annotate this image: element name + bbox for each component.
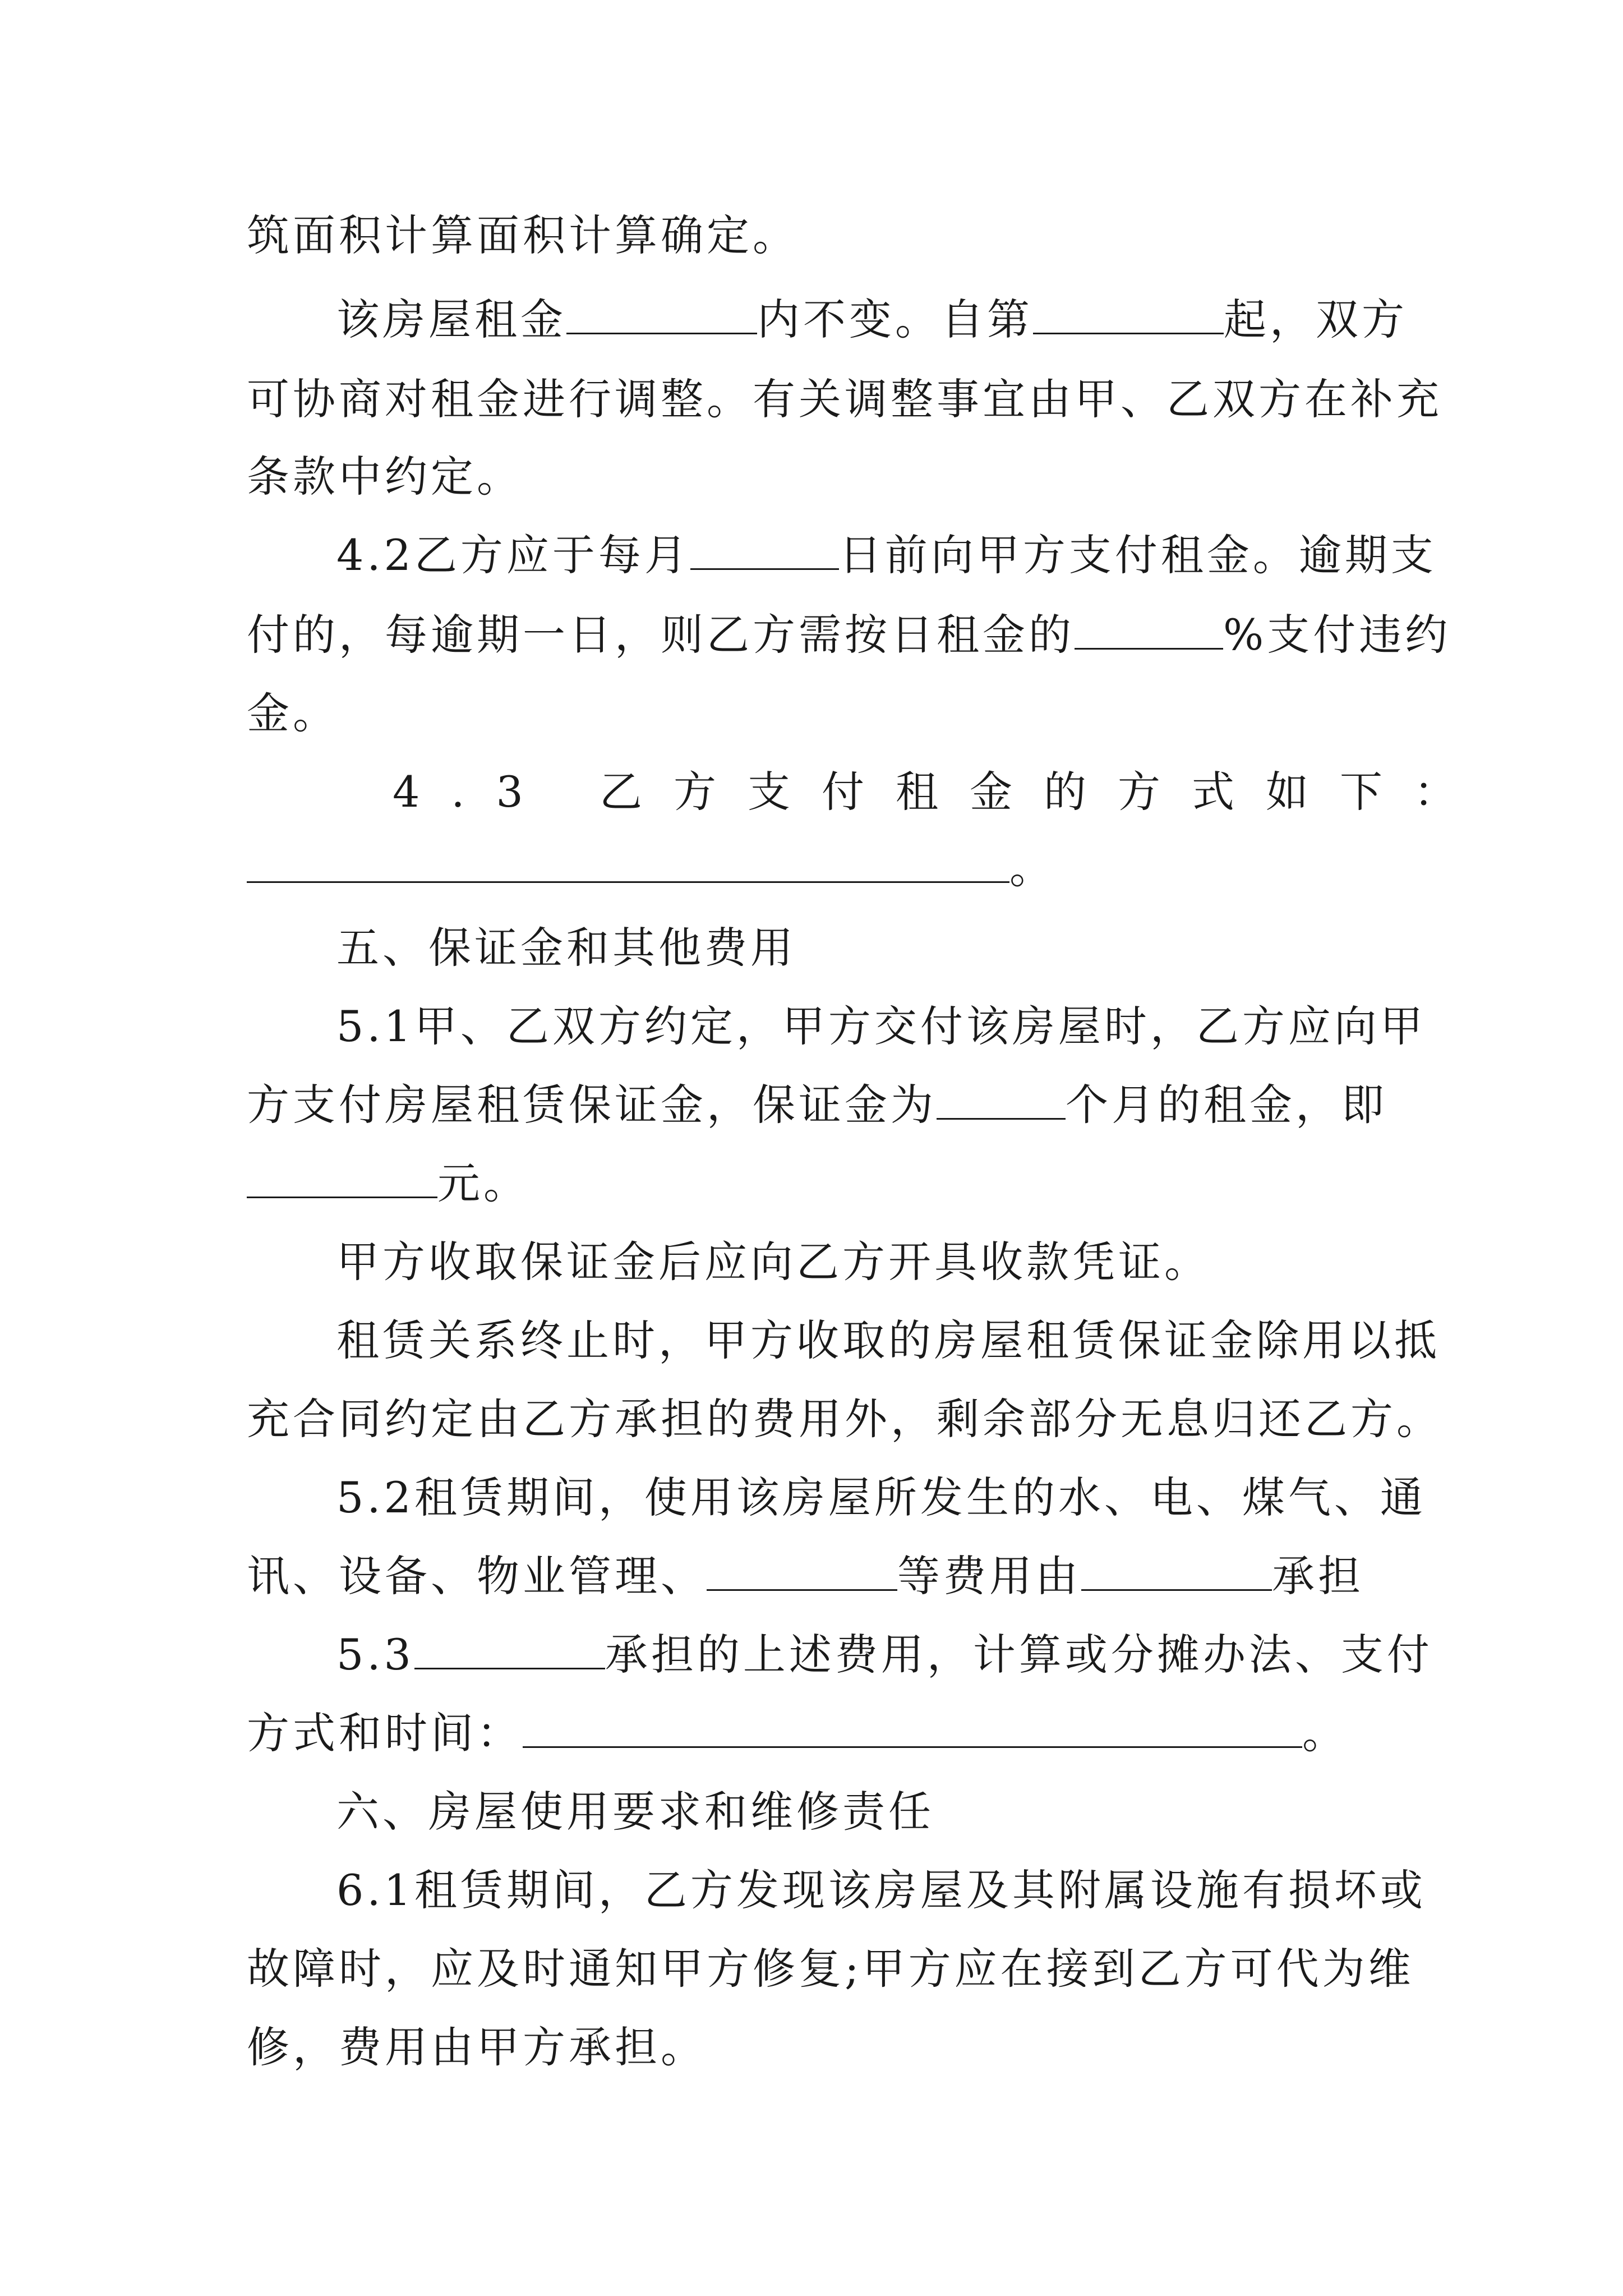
fill-in-blank	[1033, 293, 1224, 334]
text-line	[336, 1862, 1426, 1918]
text-line	[336, 292, 1408, 348]
section-heading	[336, 920, 796, 976]
line-text: 承担的上述费用，计算或分摊办法、支付	[605, 1630, 1433, 1680]
line-text: 方式和时间：	[247, 1708, 523, 1758]
text-line	[247, 607, 1451, 663]
line-text: 筑面积计算面积计算确定。	[247, 210, 799, 260]
line-text: 5.1甲、乙双方约定，甲方交付该房屋时，乙方应向甲	[336, 1001, 1426, 1051]
text-line	[247, 685, 339, 742]
line-text: 等费用由	[897, 1551, 1081, 1601]
line-text: 充合同约定由乙方承担的费用外，剩余部分无息归还乙方。	[247, 1394, 1442, 1444]
line-text: 五、保证金和其他费用	[336, 923, 796, 973]
line-text: 讯、设备、物业管理、	[247, 1551, 707, 1601]
text-line	[336, 1470, 1426, 1526]
line-text: 5.3	[336, 1630, 414, 1680]
line-text: 4.3 乙方支付租金的方式如下：	[393, 767, 1488, 817]
line-text: %支付违约	[1223, 610, 1451, 660]
text-line	[247, 208, 799, 264]
line-text: 日前向甲方支付租金。逾期支	[838, 530, 1437, 580]
line-text: 故障时，应及时通知甲方修复;甲方应在接到乙方可代为维	[247, 1944, 1414, 1994]
text-line	[247, 449, 523, 505]
line-text: 起，双方	[1224, 295, 1408, 344]
fill-in-blank	[937, 1079, 1066, 1120]
fill-in-blank	[523, 1707, 1302, 1748]
fill-in-blank	[1075, 609, 1223, 650]
text-line	[336, 527, 1437, 583]
text-line	[336, 1313, 1440, 1369]
line-text: 承担	[1272, 1551, 1364, 1601]
text-line	[247, 1077, 1387, 1133]
line-text: 可协商对租金进行调整。有关调整事宜由甲、乙双方在补充	[247, 374, 1442, 424]
line-text: 租赁关系终止时，甲方收取的房屋租赁保证金除用以抵	[336, 1315, 1440, 1365]
fill-in-blank	[247, 1157, 437, 1198]
text-line	[247, 1941, 1414, 1997]
text-line	[336, 999, 1426, 1055]
text-line	[247, 371, 1442, 427]
line-text: 该房屋租金	[336, 295, 566, 344]
section-heading	[336, 1784, 934, 1840]
line-text: 。	[1009, 843, 1055, 893]
line-text: 修，费用由甲方承担。	[247, 2022, 707, 2072]
text-line	[247, 1548, 1364, 1604]
fill-in-blank	[690, 529, 839, 570]
fill-in-blank	[414, 1628, 605, 1669]
line-text: 5.2租赁期间，使用该房屋所发生的水、电、煤气、通	[336, 1473, 1426, 1522]
line-text: 内不变。自第	[757, 295, 1033, 344]
line-text: 元。	[437, 1158, 529, 1208]
text-line	[393, 764, 1488, 820]
text-line	[247, 840, 1055, 896]
line-text: 。	[1302, 1708, 1348, 1758]
text-line	[247, 2019, 707, 2076]
line-text: 付的，每逾期一日，则乙方需按日租金的	[247, 610, 1075, 660]
text-line	[247, 1156, 529, 1212]
fill-in-blank	[707, 1550, 897, 1591]
line-text: 六、房屋使用要求和维修责任	[336, 1787, 934, 1837]
text-line	[247, 1391, 1442, 1447]
line-text: 4.2乙方应于每月	[336, 530, 690, 580]
fill-in-blank	[566, 293, 757, 334]
line-text: 金。	[247, 688, 339, 738]
fill-in-blank	[1081, 1550, 1272, 1591]
fill-in-blank	[247, 842, 1009, 883]
text-line	[336, 1627, 1433, 1683]
line-text: 方支付房屋租赁保证金，保证金为	[247, 1080, 937, 1130]
text-line	[247, 1705, 1348, 1761]
text-line	[336, 1234, 1210, 1290]
line-text: 个月的租金，即	[1066, 1080, 1387, 1130]
line-text: 甲方收取保证金后应向乙方开具收款凭证。	[336, 1237, 1210, 1287]
line-text: 6.1租赁期间，乙方发现该房屋及其附属设施有损坏或	[336, 1865, 1426, 1915]
line-text: 条款中约定。	[247, 452, 523, 501]
